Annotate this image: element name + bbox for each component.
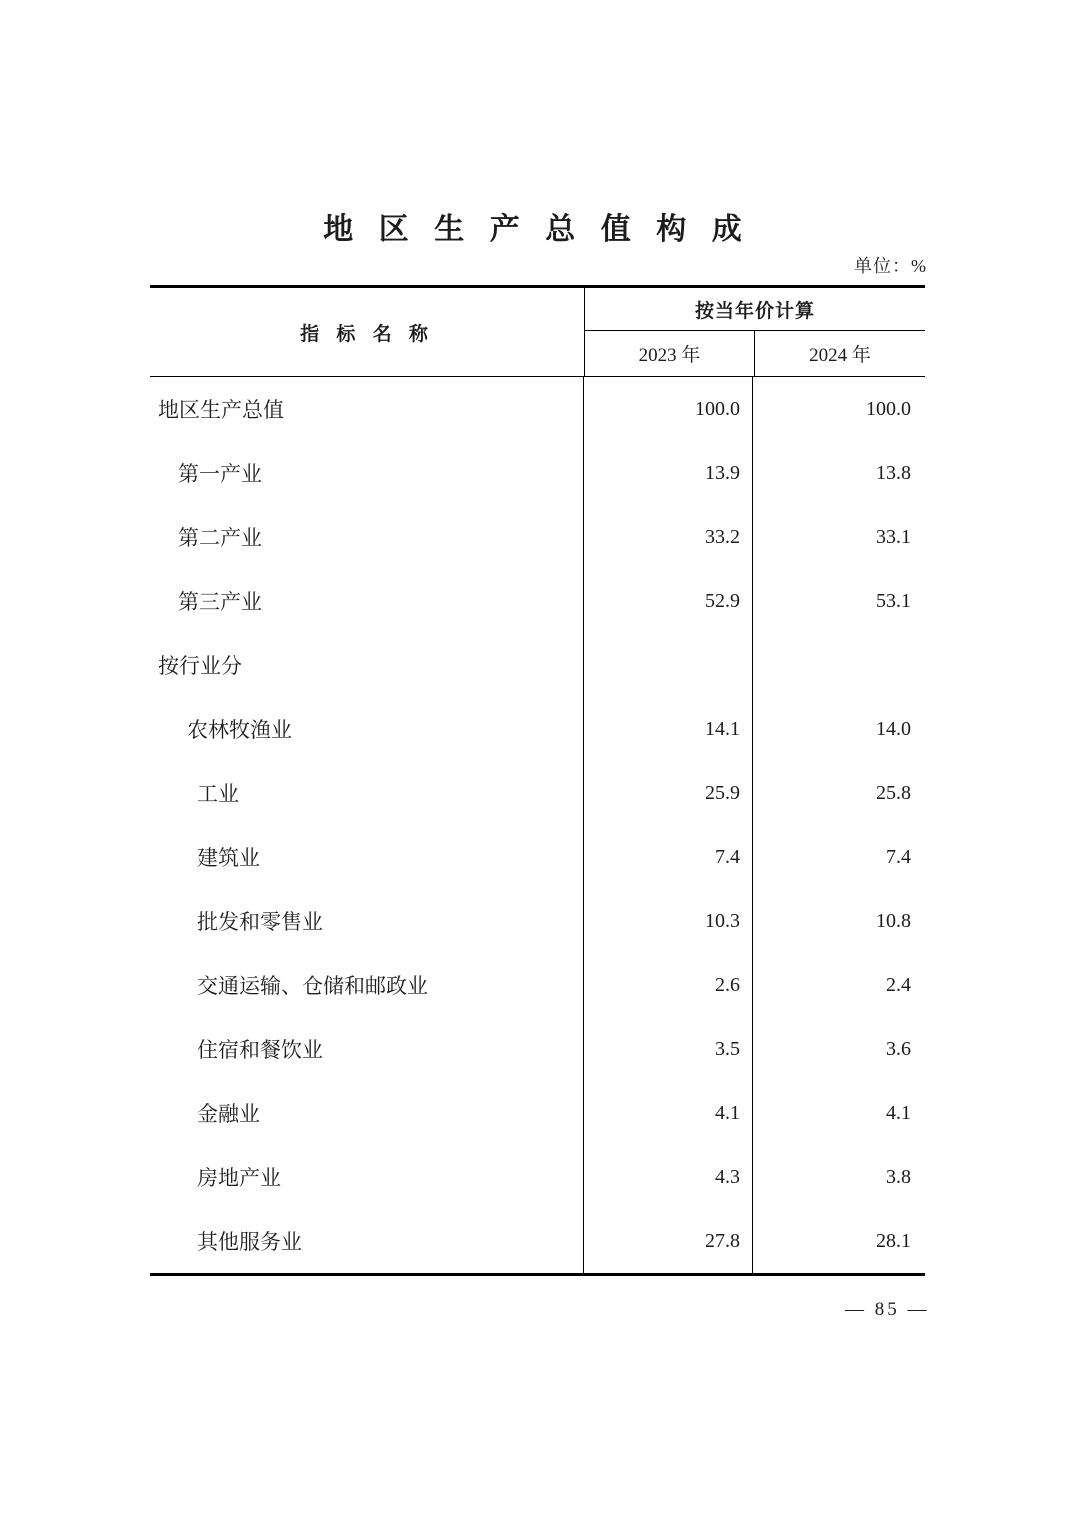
header-year-2023: 2023 年 — [585, 331, 755, 376]
row-value-2024: 10.8 — [876, 909, 911, 932]
row-label: 交通运输、仓储和邮政业 — [150, 953, 584, 1017]
row-value-2024: 28.1 — [876, 1229, 911, 1252]
row-value-2024: 53.1 — [876, 589, 911, 612]
row-value-2023: 27.8 — [584, 1209, 753, 1273]
row-value-2023: 7.4 — [584, 825, 753, 889]
row-value-2023: 14.1 — [584, 697, 753, 761]
header-data-group — [585, 288, 925, 376]
row-label: 地区生产总值 — [150, 377, 584, 441]
row-label: 建筑业 — [150, 825, 584, 889]
gdp-composition-table — [150, 285, 925, 1276]
row-label: 工业 — [150, 761, 584, 825]
row-value-2023: 25.9 — [584, 761, 753, 825]
row-value-2024: 3.6 — [886, 1037, 911, 1060]
row-value-2023: 100.0 — [584, 377, 753, 441]
row-label: 第三产业 — [150, 569, 584, 633]
header-indicator-name: 指 标 名 称 — [150, 288, 585, 376]
table-row — [150, 569, 925, 633]
page-title: 地 区 生 产 总 值 构 成 — [323, 213, 751, 246]
table-row — [150, 441, 925, 505]
row-value-2023: 10.3 — [584, 889, 753, 953]
row-label: 第一产业 — [150, 441, 584, 505]
row-value-2024: 13.8 — [876, 461, 911, 484]
table-row — [150, 633, 925, 697]
header-year-row — [585, 331, 925, 376]
row-value-2024: 7.4 — [886, 845, 911, 868]
row-value-2024: 14.0 — [876, 717, 911, 740]
row-label: 第二产业 — [150, 505, 584, 569]
table-row — [150, 953, 925, 1017]
header-year-2024: 2024 年 — [809, 345, 871, 366]
row-label: 农林牧渔业 — [150, 697, 584, 761]
row-value-2024: 2.4 — [886, 973, 911, 996]
table-row — [150, 825, 925, 889]
table-row — [150, 697, 925, 761]
row-label: 房地产业 — [150, 1145, 584, 1209]
row-label: 其他服务业 — [150, 1209, 584, 1273]
row-value-2023: 33.2 — [584, 505, 753, 569]
table-row — [150, 505, 925, 569]
row-value-2024: 4.1 — [886, 1101, 911, 1124]
page-number: — 85 — — [845, 1299, 930, 1320]
row-label: 按行业分 — [150, 633, 584, 697]
row-value-2024: 100.0 — [866, 397, 911, 420]
table-row — [150, 1017, 925, 1081]
row-value-2023: 52.9 — [584, 569, 753, 633]
row-value-2024 — [753, 633, 923, 697]
table-row — [150, 889, 925, 953]
row-label: 金融业 — [150, 1081, 584, 1145]
row-value-2024: 3.8 — [886, 1165, 911, 1188]
unit-label: 单位：% — [854, 256, 927, 276]
table-header — [150, 288, 925, 377]
table-row — [150, 1209, 925, 1273]
table-row — [150, 377, 925, 441]
table-body — [150, 377, 925, 1273]
header-current-price-group: 按当年价计算 — [585, 288, 925, 331]
row-value-2023 — [584, 633, 753, 697]
row-value-2023: 13.9 — [584, 441, 753, 505]
row-value-2023: 4.1 — [584, 1081, 753, 1145]
row-value-2023: 3.5 — [584, 1017, 753, 1081]
table-row — [150, 761, 925, 825]
row-value-2024: 25.8 — [876, 781, 911, 804]
table-row — [150, 1145, 925, 1209]
row-value-2023: 2.6 — [584, 953, 753, 1017]
row-value-2024: 33.1 — [876, 525, 911, 548]
row-label: 批发和零售业 — [150, 889, 584, 953]
row-value-2023: 4.3 — [584, 1145, 753, 1209]
row-label: 住宿和餐饮业 — [150, 1017, 584, 1081]
table-row — [150, 1081, 925, 1145]
